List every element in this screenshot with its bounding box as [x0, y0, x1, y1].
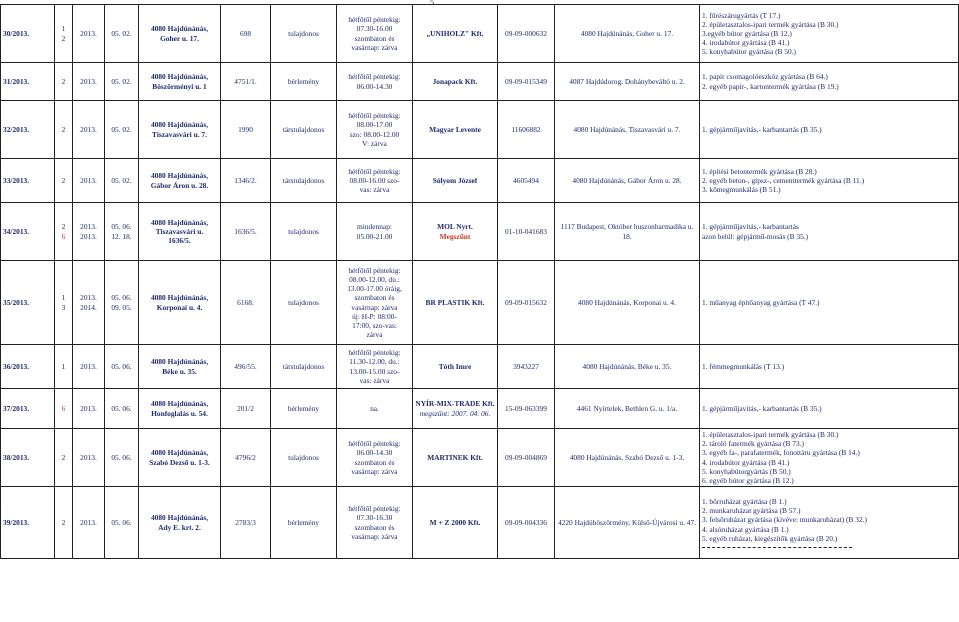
company-name: MARTINEK Kft. — [427, 452, 483, 462]
company-seat: 4080 Hajdúnánás, Tiszavasvári u. 7. — [555, 101, 700, 159]
company-seat: 4080 Hajdúnánás, Goher u. 17. — [555, 5, 700, 63]
date: 05. 06. — [111, 517, 132, 527]
record-id: 30/2013. — [1, 5, 55, 63]
activity-line: 2. épületasztalos-ipari termék gyártása (B 30.) — [702, 19, 839, 29]
status-code-cell — [55, 159, 73, 203]
opening-hours-line: 08.00-16.00 szo- — [349, 175, 400, 185]
company-name: „UNIHOLZ" Kft. — [426, 28, 484, 38]
status-code: 2 — [61, 76, 66, 86]
opening-hours-line: hétfőtől péntekig: — [348, 348, 401, 358]
registration-number: 01-10-041683 — [498, 203, 555, 261]
site-address-line: 1636/5. — [168, 236, 191, 246]
status-code: 2 — [61, 517, 66, 527]
status-code: 6 — [61, 403, 66, 413]
activities-cell — [700, 5, 959, 63]
date: 05. 02. — [111, 175, 132, 185]
company-seat: 4080 Hajdúnánás, Gábor Áron u. 28. — [555, 159, 700, 203]
ownership-status: tulajdonos — [271, 203, 337, 261]
activities-cell — [700, 101, 959, 159]
ownership-status: bérlemény — [271, 487, 337, 559]
company-cell — [413, 203, 498, 261]
company-name: BR PLASTIK Kft. — [425, 297, 485, 307]
lot-number: 698 — [221, 5, 271, 63]
opening-hours-cell — [337, 159, 413, 203]
opening-hours-cell — [337, 345, 413, 389]
year: 2013. — [80, 222, 97, 232]
date: 05. 06. — [111, 361, 132, 371]
activities-cell — [700, 203, 959, 261]
record-id: 32/2013. — [1, 101, 55, 159]
ownership-status: bérlemény — [271, 389, 337, 429]
site-address-cell — [139, 5, 221, 63]
registration-number: 11606882 — [498, 101, 555, 159]
opening-hours-line: szombaton és — [354, 33, 395, 43]
activity-line: 1. fémmegmunkálás (T 13.) — [702, 361, 785, 371]
activity-line: 4. alsóruházat gyártása (B 1.) — [702, 524, 789, 534]
activity-line: 1. műanyag építőanyag gyártása (T 47.) — [702, 297, 820, 307]
opening-hours-line: 07.30-16.00 — [356, 24, 393, 34]
date: 05. 06. — [111, 222, 132, 232]
activity-line: 6. egyéb bútor gyártása (B 12.) — [702, 475, 794, 485]
opening-hours-line: hétfőtől péntekig: — [348, 15, 401, 25]
activity-line: 3.egyéb bútor gyártása (B 12.) — [702, 28, 792, 38]
year-cell — [73, 63, 105, 101]
year-cell — [73, 159, 105, 203]
opening-hours-line: na. — [370, 403, 379, 413]
status-code-cell — [55, 389, 73, 429]
date: 09. 05. — [111, 302, 132, 312]
company-cell — [413, 389, 498, 429]
opening-hours-cell — [337, 203, 413, 261]
registration-number: 15-09-063399 — [498, 389, 555, 429]
site-address-line: 4080 Hajdúnánás, — [150, 24, 209, 34]
year-cell — [73, 261, 105, 345]
activity-line: 5. egyéb ruházat, kiegészítők gyártása (B 20.) — [702, 533, 838, 543]
year-cell — [73, 101, 105, 159]
company-cell — [413, 63, 498, 101]
lot-number: 2783/3 — [221, 487, 271, 559]
page-number: 5 — [430, 0, 434, 7]
company-note: Megszűnt — [439, 231, 471, 241]
activity-line: 1. gépjárműjavítás,- karbantartás — [702, 222, 799, 232]
activity-line: azon belül: gépjármű-mosás (B 35.) — [702, 231, 809, 241]
date-cell — [105, 345, 139, 389]
registration-number: 09-09-004869 — [498, 429, 555, 487]
registry-rows — [1, 5, 959, 559]
site-address-line: Goher u. 17. — [160, 33, 199, 43]
record-id: 33/2013. — [1, 159, 55, 203]
opening-hours-line: 06.00-14.30 — [356, 448, 393, 458]
year-cell — [73, 345, 105, 389]
opening-hours-line: 13.00-17.00 óráig, — [347, 284, 402, 294]
lot-number: 1346/2. — [221, 159, 271, 203]
status-code: 6 — [61, 231, 66, 241]
registry-row — [1, 101, 959, 159]
opening-hours-cell — [337, 487, 413, 559]
opening-hours-cell — [337, 63, 413, 101]
status-code-cell — [55, 261, 73, 345]
opening-hours-line: szombaton és — [354, 457, 395, 467]
date-cell — [105, 203, 139, 261]
date-cell — [105, 487, 139, 559]
activities-cell — [700, 429, 959, 487]
opening-hours-line: mindennap: — [357, 222, 392, 232]
company-name: Tóth Imre — [438, 361, 472, 371]
site-address-line: 4080 Hajdúnánás, — [150, 448, 209, 458]
registration-number: 09-09-015349 — [498, 63, 555, 101]
status-code: 2 — [61, 175, 66, 185]
site-address-cell — [139, 389, 221, 429]
registration-number: 3943227 — [498, 345, 555, 389]
status-code: 2 — [61, 222, 66, 232]
year: 2013. — [80, 517, 97, 527]
registry-table — [0, 4, 959, 559]
date: 05. 02. — [111, 124, 132, 134]
opening-hours-line: hétfőtől péntekig: — [348, 166, 401, 176]
year: 2013. — [80, 76, 97, 86]
date-cell — [105, 101, 139, 159]
activity-line: 1. építési betontermék gyártása (B 28.) — [702, 166, 817, 176]
registration-number: 4605494 — [498, 159, 555, 203]
opening-hours-line: 13.00-15.00 szo- — [349, 366, 400, 376]
lot-number: 1636/5. — [221, 203, 271, 261]
opening-hours-line: szombaton és — [354, 522, 395, 532]
site-address-cell — [139, 429, 221, 487]
opening-hours-line: V: zárva — [362, 138, 387, 148]
record-id: 39/2013. — [1, 487, 55, 559]
record-id: 34/2013. — [1, 203, 55, 261]
activity-line: 4. irodabútor gyártása (B 41.) — [702, 457, 790, 467]
dashed-separator — [702, 547, 852, 548]
date-cell — [105, 63, 139, 101]
activity-line: 5. konyhabútor gyártása (B 50.) — [702, 47, 797, 57]
status-code-cell — [55, 487, 73, 559]
lot-number: 4796/2 — [221, 429, 271, 487]
company-cell — [413, 487, 498, 559]
registration-number: 09-09-015632 — [498, 261, 555, 345]
opening-hours-line: vas: zárva — [359, 375, 390, 385]
ownership-status: társtulajdonos — [271, 159, 337, 203]
site-address-cell — [139, 203, 221, 261]
date-cell — [105, 429, 139, 487]
activity-line: 3. egyéb fa-, parafatermék, fonottáru gyártása (B 14.) — [702, 448, 860, 458]
company-cell — [413, 261, 498, 345]
activity-line: 3. felsőruházat gyártása (kivéve: munkaruházat) (B 32.) — [702, 515, 867, 525]
year: 2013. — [80, 28, 97, 38]
company-seat: 4080 Hajdúnánás, Szabó Dezső u. 1-3. — [555, 429, 700, 487]
registry-row — [1, 63, 959, 101]
site-address-line: 4080 Hajdúnánás, — [150, 72, 209, 82]
lot-number: 1990 — [221, 101, 271, 159]
year: 2013. — [80, 361, 97, 371]
opening-hours-line: hétfőtől péntekig: — [348, 439, 401, 449]
site-address-cell — [139, 345, 221, 389]
registration-number: 09-09-004336 — [498, 487, 555, 559]
company-name: Jonapack Kft. — [432, 76, 478, 86]
site-address-line: 4080 Hajdúnánás, — [150, 399, 209, 409]
status-code-cell — [55, 101, 73, 159]
year-cell — [73, 487, 105, 559]
year-cell — [73, 5, 105, 63]
status-code: 1 — [61, 361, 66, 371]
registration-number: 09-09-000632 — [498, 5, 555, 63]
date-cell — [105, 261, 139, 345]
year: 2013. — [80, 231, 97, 241]
site-address-line: 4080 Hajdúnánás, — [150, 357, 209, 367]
lot-number: 6168. — [221, 261, 271, 345]
site-address-line: 4080 Hajdúnánás, — [150, 293, 209, 303]
activity-line: 1. fűrészárugyártás (T 17.) — [702, 10, 781, 20]
date-cell — [105, 5, 139, 63]
record-id: 38/2013. — [1, 429, 55, 487]
company-seat: 4220 Hajdúböszörmény, Külső-Újvárosi u. 47. — [555, 487, 700, 559]
status-code: 2 — [61, 124, 66, 134]
date: 05. 06. — [111, 293, 132, 303]
status-code: 3 — [61, 302, 66, 312]
company-name: NYÍR-MIX-TRADE Kft. — [415, 399, 495, 409]
opening-hours-cell — [337, 261, 413, 345]
status-code: 1 — [61, 24, 66, 34]
record-id: 37/2013. — [1, 389, 55, 429]
site-address-cell — [139, 159, 221, 203]
registry-row — [1, 261, 959, 345]
company-note: megszűnt: 2007. 04. 06. — [419, 408, 491, 418]
opening-hours-line: 08.00-12.00, du.: — [349, 275, 400, 285]
site-address-line: Korponai u. 4. — [156, 302, 203, 312]
date: 05. 02. — [111, 76, 132, 86]
opening-hours-line: 11.30-12.00, du.: — [349, 357, 400, 367]
date: 05. 06. — [111, 403, 132, 413]
company-seat: 1117 Budapest, Október huszonharmadika u. 18. — [555, 203, 700, 261]
activity-line: 1. papír csomagolóeszköz gyártása (B 64.) — [702, 72, 828, 82]
ownership-status: tulajdonos — [271, 5, 337, 63]
site-address-line: Ady E. krt. 2. — [158, 522, 201, 532]
activity-line: 1. épületasztalos-ipari termék gyártása (B 30.) — [702, 430, 839, 440]
year-cell — [73, 203, 105, 261]
record-id: 36/2013. — [1, 345, 55, 389]
company-name: Sólyom József — [432, 175, 478, 185]
opening-hours-line: szombaton és — [354, 293, 395, 303]
opening-hours-line: hétfőtől péntekig: — [348, 111, 401, 121]
lot-number: 496/55. — [221, 345, 271, 389]
opening-hours-cell — [337, 429, 413, 487]
date-cell — [105, 159, 139, 203]
ownership-status: bérlemény — [271, 63, 337, 101]
company-cell — [413, 345, 498, 389]
opening-hours-line: 06.00-14.30 — [356, 81, 393, 91]
year: 2013. — [80, 293, 97, 303]
year-cell — [73, 429, 105, 487]
activity-line: 2. tároló fatermék gyártása (B 73.) — [702, 439, 804, 449]
year: 2014. — [80, 302, 97, 312]
opening-hours-line: új: H-P: 08:00- — [352, 311, 397, 321]
registry-row — [1, 5, 959, 63]
activity-line: 1. gépjárműjavítás,- karbantartás (B 35.) — [702, 124, 822, 134]
opening-hours-line: hétfőtől péntekig: — [348, 504, 401, 514]
company-seat: 4087 Hajdúdorog, Dohánybeváltó u. 2. — [555, 63, 700, 101]
company-seat: 4080 Hajdúnánás, Korponai u. 4. — [555, 261, 700, 345]
site-address-line: Honfoglalás u. 54. — [151, 408, 208, 418]
ownership-status: tulajdonos — [271, 429, 337, 487]
company-cell — [413, 429, 498, 487]
opening-hours-cell — [337, 389, 413, 429]
activities-cell — [700, 159, 959, 203]
opening-hours-line: vasárnap: zárva — [351, 42, 398, 52]
company-name: MOL Nyrt. — [437, 222, 473, 232]
site-address-line: Tiszavasvári u. 7. — [152, 129, 207, 139]
status-code-cell — [55, 203, 73, 261]
company-name: M + Z 2000 Kft. — [429, 517, 481, 527]
registry-row — [1, 203, 959, 261]
record-id: 31/2013. — [1, 63, 55, 101]
opening-hours-line: zárva — [366, 329, 383, 339]
site-address-cell — [139, 63, 221, 101]
site-address-line: Gábor Áron u. 28. — [150, 180, 209, 190]
status-code: 1 — [61, 293, 66, 303]
company-cell — [413, 159, 498, 203]
date: 12. 18. — [111, 231, 132, 241]
opening-hours-line: hétfőtől péntekig: — [348, 72, 401, 82]
opening-hours-line: szo: 08.00-12.00 — [349, 129, 400, 139]
activity-line: 1. bőrruházat gyártása (B 1.) — [702, 497, 787, 507]
year: 2013. — [80, 124, 97, 134]
site-address-line: Béke u. 35. — [162, 366, 197, 376]
company-cell — [413, 5, 498, 63]
site-address-cell — [139, 487, 221, 559]
registry-row — [1, 345, 959, 389]
year: 2013. — [80, 452, 97, 462]
company-seat: 4461 Nyírtelek, Bethlen G. u. 1/a. — [555, 389, 700, 429]
opening-hours-line: vas: zárva — [359, 185, 390, 195]
status-code-cell — [55, 5, 73, 63]
activity-line: 2. egyéb beton-, gipsz-, cementtermék gyártása (B 11.) — [702, 175, 865, 185]
site-address-cell — [139, 101, 221, 159]
year: 2013. — [80, 403, 97, 413]
opening-hours-line: 05.00-21.00 — [356, 231, 393, 241]
status-code-cell — [55, 429, 73, 487]
site-address-line: 4080 Hajdúnánás, — [150, 171, 209, 181]
site-address-line: 4080 Hajdúnánás, — [150, 513, 209, 523]
opening-hours-cell — [337, 101, 413, 159]
registry-row — [1, 389, 959, 429]
opening-hours-cell — [337, 5, 413, 63]
year: 2013. — [80, 175, 97, 185]
activity-line: 4. irodabútor gyártása (B 41.) — [702, 38, 790, 48]
site-address-cell — [139, 261, 221, 345]
registry-row — [1, 487, 959, 559]
site-address-line: Szabó Dezső u. 1-3. — [149, 457, 210, 467]
registry-row — [1, 429, 959, 487]
date: 05. 02. — [111, 28, 132, 38]
status-code: 2 — [61, 452, 66, 462]
year-cell — [73, 389, 105, 429]
activities-cell — [700, 63, 959, 101]
lot-number: 4751/1. — [221, 63, 271, 101]
activities-cell — [700, 261, 959, 345]
site-address-line: Böszörményi u. 1 — [152, 81, 207, 91]
date: 05. 06. — [111, 452, 132, 462]
activities-cell — [700, 389, 959, 429]
lot-number: 201/2 — [221, 389, 271, 429]
company-seat: 4080 Hajdúnánás, Béke u. 35. — [555, 345, 700, 389]
opening-hours-line: hétfőtől péntekig: — [348, 266, 401, 276]
opening-hours-line: 17:00, szo-vas: — [352, 320, 397, 330]
opening-hours-line: 08.00-17.00 — [356, 120, 393, 130]
company-name: Magyar Levente — [429, 124, 481, 134]
status-code-cell — [55, 63, 73, 101]
record-id: 35/2013. — [1, 261, 55, 345]
status-code: 2 — [61, 33, 66, 43]
opening-hours-line: 07.30-16.30 — [356, 513, 393, 523]
opening-hours-line: vasárnap: zárva — [351, 466, 398, 476]
activities-cell — [700, 345, 959, 389]
opening-hours-line: vasárnap: zárva — [351, 531, 398, 541]
site-address-line: 4080 Hajdúnánás, — [150, 120, 209, 130]
activity-line: 2. munkaruházat gyártása (B 57.) — [702, 506, 801, 516]
ownership-status: tulajdonos — [271, 261, 337, 345]
registry-row — [1, 159, 959, 203]
activity-line: 1. gépjárműjavítás,- karbantartás (B 35.) — [702, 403, 822, 413]
ownership-status: társtulajdonos — [271, 345, 337, 389]
activity-line: 3. kőmegmunkálás (B 51.) — [702, 185, 781, 195]
company-cell — [413, 101, 498, 159]
activity-line: 5. konyhabútorgyártás (B 50.) — [702, 466, 791, 476]
status-code-cell — [55, 345, 73, 389]
activities-cell — [700, 487, 959, 559]
activity-line: 2. egyéb papír-, kartontermék gyártása (B 19.) — [702, 81, 839, 91]
ownership-status: társtulajdonos — [271, 101, 337, 159]
site-address-line: 4080 Hajdúnánás, — [150, 217, 209, 227]
opening-hours-line: vasárnap: zárva — [351, 302, 398, 312]
site-address-line: Tiszavasvári u. — [155, 226, 204, 236]
date-cell — [105, 389, 139, 429]
